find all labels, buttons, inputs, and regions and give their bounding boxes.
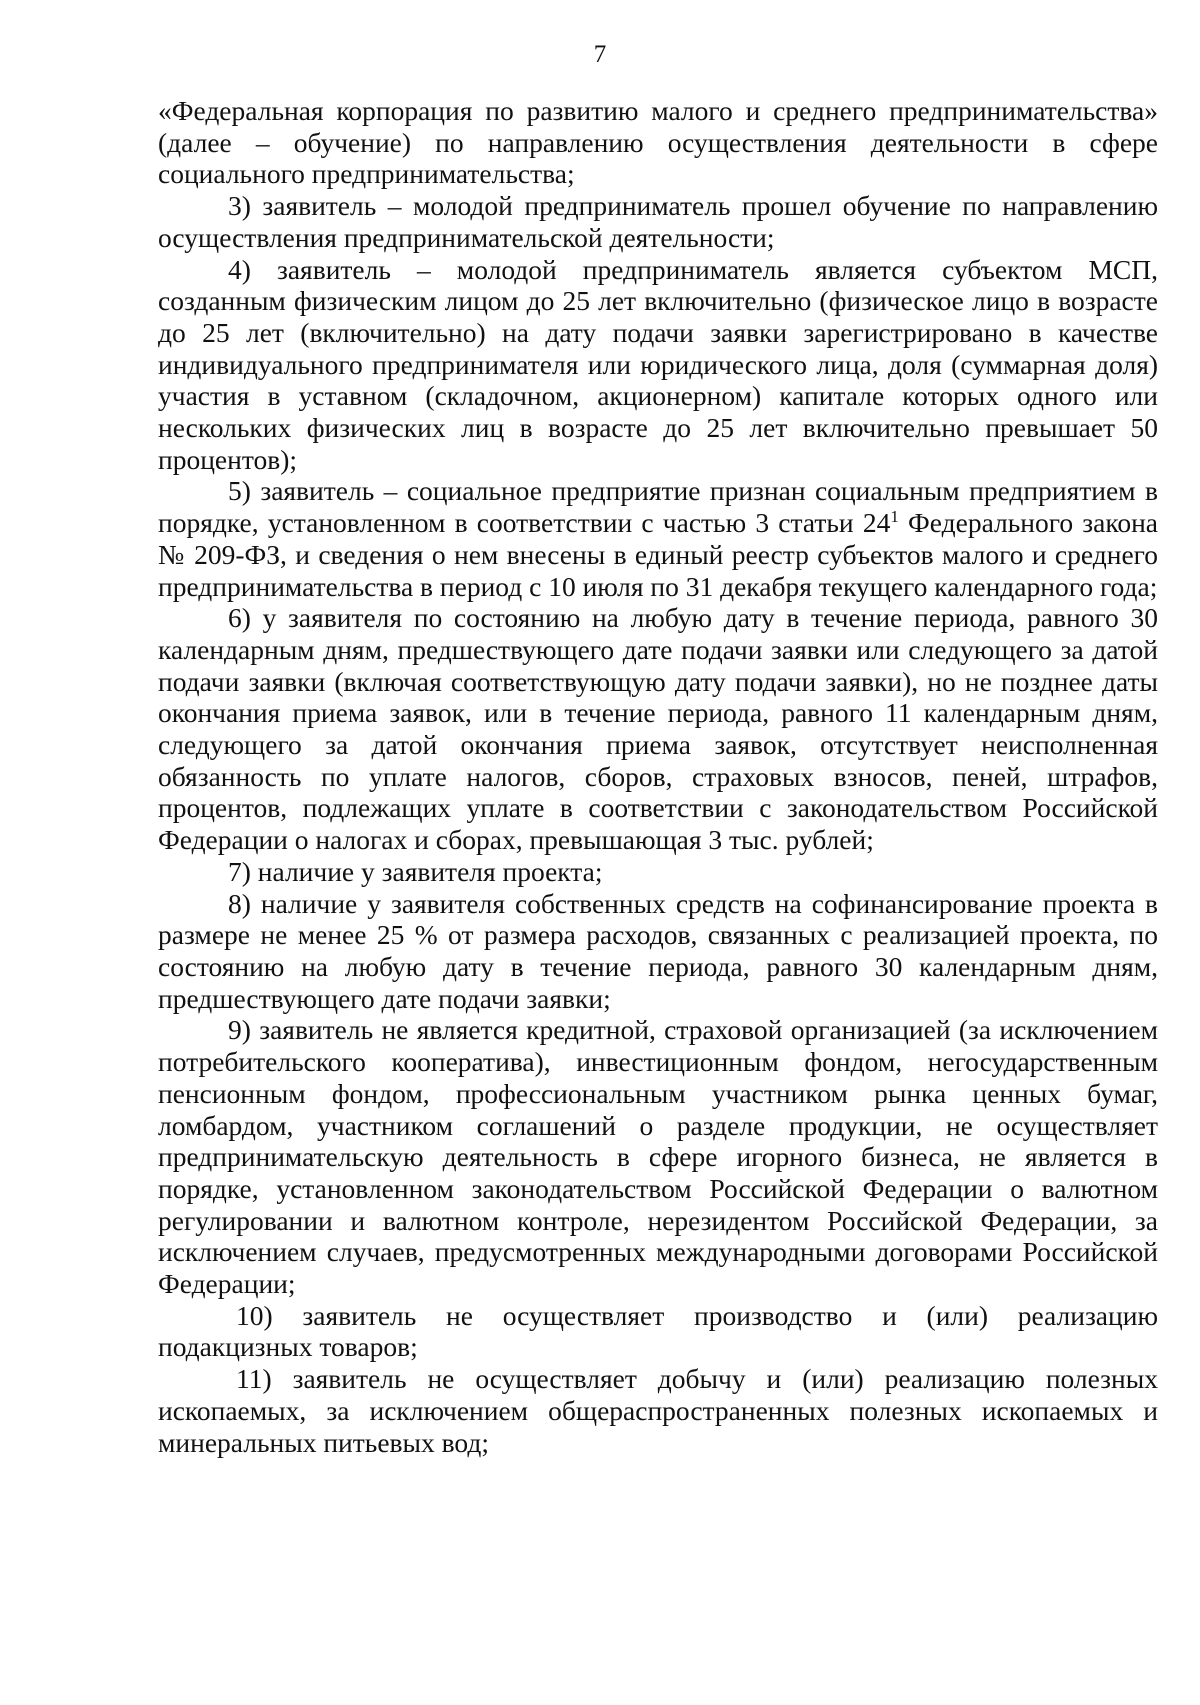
paragraph-item-5 (158, 475, 1158, 602)
paragraph-item-7: 7) наличие у заявителя проекта; (228, 855, 603, 887)
paragraph-item-8: 8) наличие у заявителя собственных средств на софинансирование проекта в размере не менее 25 % от размера расходов, связанных с реализацией проекта, по состоянию на любую дату в течение периода, равного 30 календарным дням, предшествующего дате подачи заявки; (158, 887, 1158, 1014)
paragraph-item-6: 6) у заявителя по состоянию на любую дату в течение периода, равного 30 календарным дням, предшествующего дате подачи заявки или следующего за датой подачи заявки (включая соответствующую дату подачи заявки), но не позднее даты окончания приема заявок, или в течение периода, равного 11 календарным дням, следующего за датой окончания приема заявок, отсутствует неисполненная обязанность по уплате налогов, сборов, страховых взносов, пеней, штрафов, процентов, подлежащих уплате в соответствии с законодательством Российской Федерации о налогах и сборах, превышающая 3 тыс. рублей; (158, 602, 1158, 856)
paragraph-item-5-text-continued: Федерального закона № 209-ФЗ, и сведения о нем внесены в единый реестр субъектов малого и среднего предпринимательства в период с 10 июля по 31 декабря текущего календарного года; (158, 507, 1158, 602)
paragraph-item-10: 10) заявитель не осуществляет производство и (или) реализацию подакцизных товаров; (158, 1299, 1158, 1363)
paragraph-item-11: 11) заявитель не осуществляет добычу и (или) реализацию полезных ископаемых, за исключением общераспространенных полезных ископаемых и минеральных питьевых вод; (158, 1363, 1158, 1458)
paragraph-item-5-text: 5) заявитель – социальное предприятие признан социальным предприятием в порядке, установленном в соответствии с частью 3 статьи 24 (158, 475, 1158, 539)
paragraph-item-9: 9) заявитель не является кредитной, страховой организацией (за исключением потребительского кооператива), инвестиционным фондом, негосударственным пенсионным фондом, профессиональным участником рынка ценных бумаг, ломбардом, участником соглашений о разделе продукции, не осуществляет предпринимательскую деятельность в сфере игорного бизнеса, не является в порядке, установленном законодательством Российской Федерации о валютном регулировании и валютном контроле, нерезидентом Российской Федерации, за исключением случаев, предусмотренных международными договорами Российской Федерации; (158, 1014, 1158, 1300)
paragraph-continuation: «Федеральная корпорация по развитию малого и среднего предпринимательства» (далее – обучение) по направлению осуществления деятельности в сфере социального предпринимательства; (158, 95, 1158, 190)
paragraph-item-3: 3) заявитель – молодой предприниматель прошел обучение по направлению осуществления предпринимательской деятельности; (158, 190, 1158, 253)
paragraph-item-4: 4) заявитель – молодой предприниматель является субъектом МСП, созданным физическим лицом до 25 лет включительно (физическое лицо в возрасте до 25 лет (включительно) на дату подачи заявки зарегистрировано в качестве индивидуального предпринимателя или юридического лица, доля (суммарная доля) участия в уставном (складочном, акционерном) капитале которых одного или нескольких физических лиц в возрасте до 25 лет включительно превышает 50 процентов); (158, 253, 1158, 475)
document-body (158, 95, 1158, 1458)
superscript-article-number: 1 (890, 506, 899, 526)
page-number: 7 (593, 41, 607, 68)
